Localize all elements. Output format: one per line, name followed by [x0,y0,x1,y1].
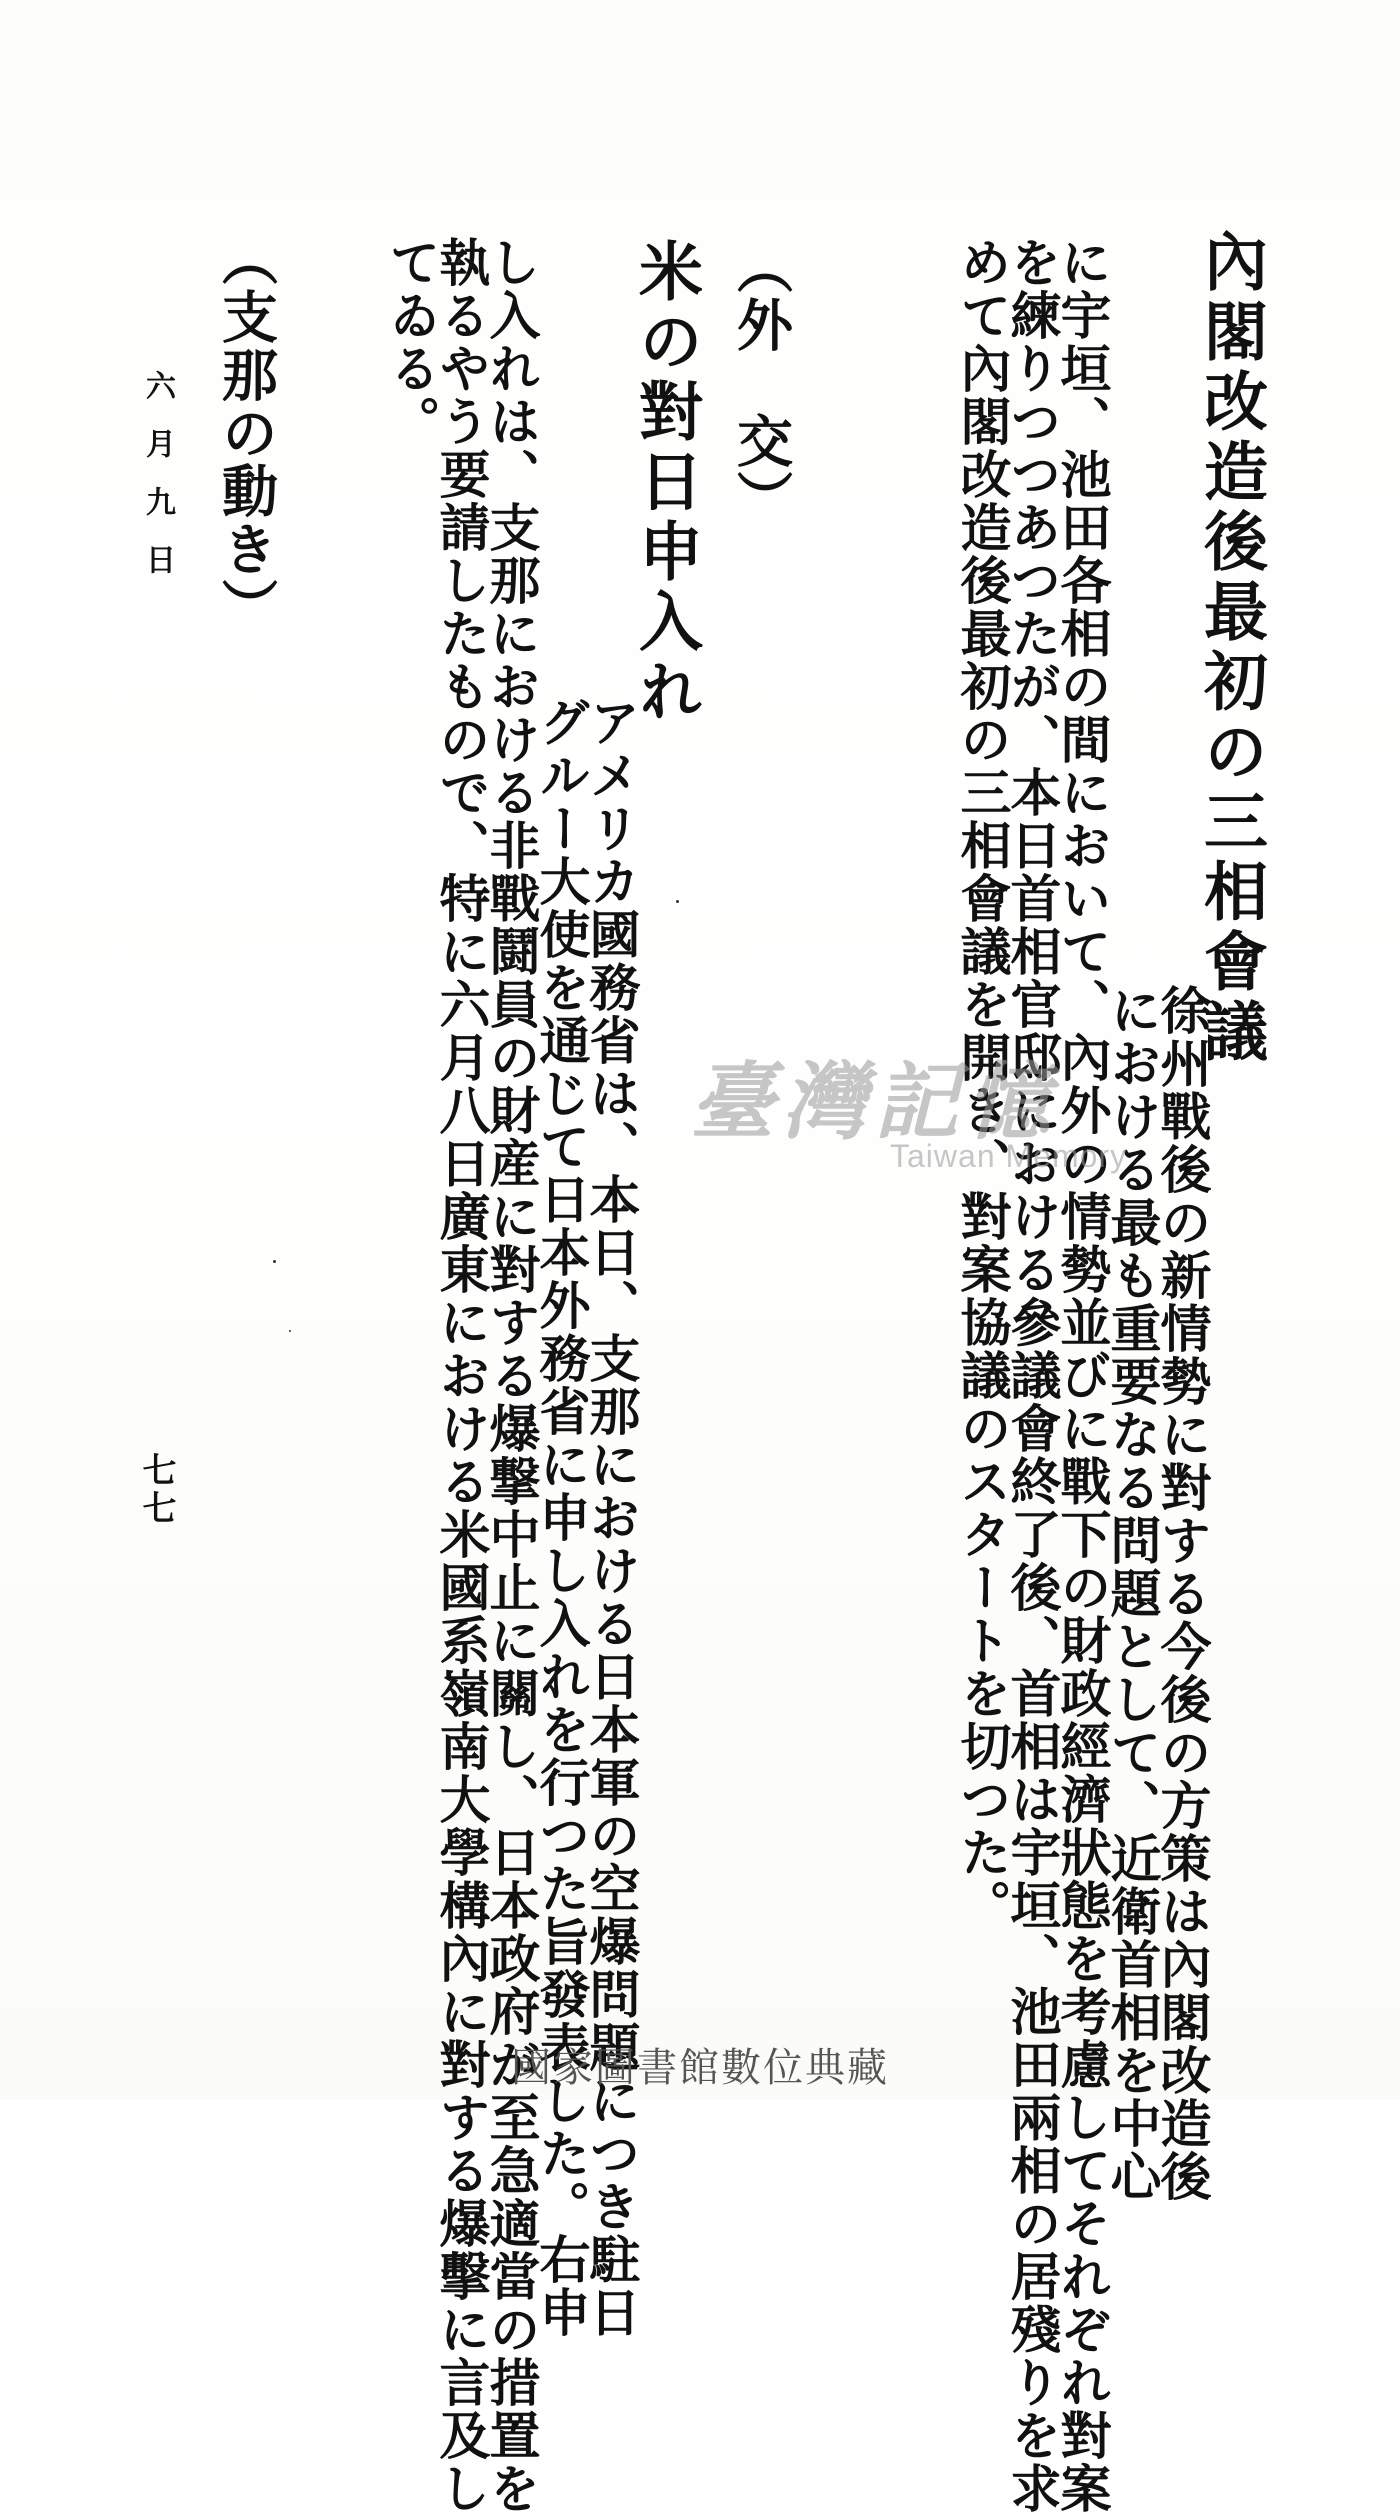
page-number: 七七 [136,1452,176,1528]
body-column: における最も重要なる問題として、近衛首相を中心 [1101,984,1161,2203]
date-heading: 六月九日 [140,370,175,602]
scan-speck [289,1330,291,1332]
body-column: てゐる。 [380,236,440,448]
watermark-subtitle: Taiwan Memory [890,1138,1128,1174]
body-column: グルー大使を通じて日本外務省に申し入れを行つた旨發表した。右申 [530,696,590,2339]
scan-speck [676,900,679,903]
article-heading: 米の對日申入れ [628,238,703,728]
body-column: を練りつつあつたが、本日首相官邸における參議會終了後、首相は宇垣、池田兩相の居殘りを求 [1001,236,1061,2515]
scan-speck [273,1260,276,1263]
section-heading-diplomacy: （外 交） [728,238,794,528]
section-heading-china: （支那の動き） [213,230,279,636]
article-heading: 內閣改造後最初の三相會議 [1193,228,1268,1068]
watermark-title: 臺灣記憶 [690,1052,1059,1151]
watermark-logo [690,1052,1150,1210]
body-column: めて內閣改造後最初の三相會議を開き、對案協議のスタートを切つた。 [951,236,1011,1932]
body-column: アメリカ國務省は、本日、支那における日本軍の空爆問題につき駐日 [580,696,640,2339]
body-column: し入れは、支那における非戰鬪員の財産に對する爆撃中止に關し、日本政府が至急適當の措置を [480,236,540,2515]
library-footer: 國家圖書館數位典藏 [511,2045,889,2091]
body-column: 執るやう要請したもので、特に六月八日廣東における米國系嶺南大學構內に對する爆擊に言及し [430,236,490,2515]
body-column: に宇垣、池田各相の間において、內外の情勢並びに戰下の財政經濟狀態を考慮してそれぞれ對案 [1051,236,1111,2515]
body-column: 徐州戰後の新情勢に對する今後の方策は內閣改造後 [1151,984,1211,2203]
